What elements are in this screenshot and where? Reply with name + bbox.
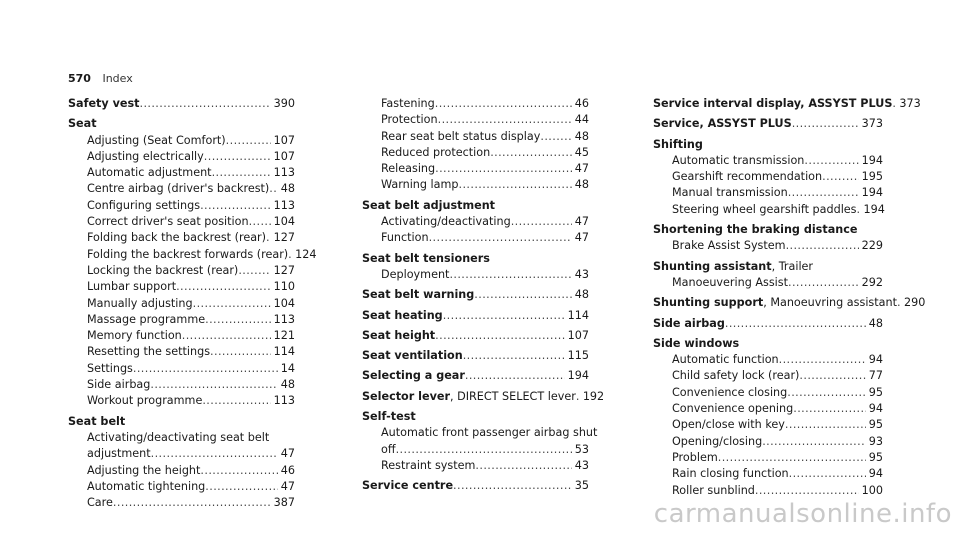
index-term: Resetting the settings [87, 345, 211, 359]
index-page-ref: 194 [861, 153, 883, 167]
index-term: Restraint system [381, 458, 476, 472]
index-heading [362, 247, 589, 267]
dot-leader [787, 385, 866, 401]
index-subentry [362, 112, 589, 128]
index-subentry [653, 169, 883, 185]
dot-leader [200, 198, 271, 214]
index-continuation [653, 275, 883, 291]
index-page-ref: 46 [574, 97, 589, 110]
index-term: Seat belt [68, 414, 126, 428]
index-page-ref: 95 [868, 418, 883, 432]
index-term: Massage programme [87, 312, 206, 326]
index-term: Folding back the backrest (rear) [87, 231, 267, 245]
index-page-ref: 100 [861, 483, 883, 497]
index-term: Selecting a gear [362, 369, 465, 383]
dot-leader [133, 361, 278, 377]
dot-leader [205, 312, 271, 328]
index-page-ref: 229 [861, 239, 883, 253]
index-heading [362, 344, 589, 364]
dot-leader [429, 230, 572, 246]
index-term: Rain closing function [672, 467, 789, 481]
dot-leader [465, 368, 565, 384]
index-page-ref: 194 [863, 202, 885, 216]
dot-leader [459, 177, 572, 193]
dot-leader [449, 267, 571, 283]
index-page-ref: 43 [574, 458, 589, 472]
dot-leader [475, 458, 571, 474]
dot-leader [113, 495, 271, 511]
index-page-ref: 46 [280, 463, 295, 477]
index-subentry [68, 198, 295, 214]
index-subentry [362, 161, 589, 177]
index-subentry [68, 133, 295, 149]
index-subentry [68, 344, 295, 360]
dot-leader [249, 214, 271, 230]
index-page-ref: 110 [273, 280, 295, 294]
dot-leader [438, 112, 572, 128]
index-subentry [68, 263, 295, 279]
dot-leader [762, 434, 866, 450]
index-heading [362, 304, 589, 324]
index-subentry [68, 463, 295, 479]
index-term: Seat height [362, 328, 436, 342]
index-heading [362, 194, 589, 214]
index-heading [362, 283, 589, 303]
index-subentry [653, 153, 883, 169]
index-subentry [68, 149, 295, 165]
index-term: Service centre [362, 479, 454, 493]
index-term: Convenience opening [672, 402, 794, 416]
index-term: Seat belt adjustment [362, 198, 496, 212]
index-term: Open/close with key [672, 418, 785, 432]
index-page-ref: 95 [868, 450, 883, 464]
index-page-ref: 48 [280, 378, 295, 392]
index-page-ref: 127 [273, 231, 295, 245]
index-page-ref: 113 [273, 198, 295, 212]
index-term: Rear seat belt status display [381, 129, 541, 143]
index-term: Side windows [653, 336, 740, 350]
index-page-ref: 387 [273, 496, 295, 510]
index-heading [362, 324, 589, 344]
index-page-ref: 45 [574, 145, 589, 159]
index-subentry [68, 214, 295, 230]
index-page-ref: 113 [273, 312, 295, 326]
index-page-ref: 48 [280, 182, 295, 196]
index-page-ref: 124 [295, 247, 317, 261]
index-subentry [653, 417, 883, 433]
index-heading [653, 255, 883, 275]
index-page-ref: 373 [899, 97, 921, 110]
index-heading [362, 405, 589, 425]
index-page-ref: 94 [868, 467, 883, 481]
dot-leader [226, 133, 271, 149]
index-page-ref: 194 [567, 369, 589, 383]
index-term: Self-test [362, 410, 416, 424]
dot-leader [205, 479, 277, 495]
dot-leader [785, 417, 866, 433]
index-subentry [68, 393, 295, 409]
index-page-ref: 115 [567, 349, 589, 363]
index-term: off [381, 442, 396, 456]
index-page-ref: 107 [273, 133, 295, 147]
page-number: 570 [68, 72, 91, 85]
index-page-ref: 104 [273, 296, 295, 310]
dot-leader [792, 116, 859, 132]
dot-leader [799, 368, 865, 384]
index-page-ref: 107 [567, 328, 589, 342]
index-term: Folding the backrest forwards (rear) [87, 247, 289, 261]
index-page-ref: 373 [861, 117, 883, 131]
index-page-ref: 35 [574, 479, 589, 493]
dot-leader [786, 238, 859, 254]
index-term: Brake Assist System [672, 239, 786, 253]
index-page-ref: 77 [868, 369, 883, 383]
dot-leader [204, 149, 271, 165]
index-page-ref: 48 [868, 316, 883, 330]
dot-leader [779, 352, 866, 368]
index-page-ref: 47 [280, 479, 295, 493]
index-page-ref: 47 [280, 447, 295, 461]
index-term: Workout programme [87, 394, 203, 408]
index-heading [653, 291, 926, 311]
index-term: Side airbag [653, 316, 725, 330]
index-subentry [362, 458, 589, 474]
index-term: Configuring settings [87, 198, 201, 212]
dot-leader [788, 185, 859, 201]
index-term: Gearshift recommendation [672, 170, 823, 184]
page-title: Index [102, 72, 133, 85]
index-term: Manoeuvering Assist [672, 275, 789, 289]
index-heading [653, 218, 883, 238]
index-subentry [653, 401, 883, 417]
index-subentry [653, 368, 883, 384]
index-page-ref: 107 [273, 149, 295, 163]
dot-leader [540, 129, 571, 145]
dot-leader [150, 377, 277, 393]
index-subentry [362, 442, 589, 458]
index-term: Roller sunblind [672, 483, 755, 497]
index-term: Adjusting (Seat Comfort) [87, 133, 226, 147]
index-subentry [653, 238, 883, 254]
index-subentry [68, 247, 317, 263]
index-page-ref: 47 [574, 215, 589, 229]
index-term: Activating/deactivating [381, 215, 511, 229]
index-subentry [362, 214, 589, 230]
dot-leader [474, 287, 571, 303]
index-term: Activating/deactivating seat belt [87, 430, 270, 444]
dot-leader [804, 153, 858, 169]
watermark: carmanualsonline.info [653, 499, 952, 529]
index-term: Reduced protection [381, 145, 491, 159]
index-term: Manual transmission [672, 186, 788, 200]
index-subentry [653, 185, 883, 201]
index-subentry [362, 267, 589, 283]
index-subentry [68, 165, 295, 181]
index-term: Child safety lock (rear) [672, 369, 800, 383]
dot-leader [511, 214, 572, 230]
index-page-ref: 94 [868, 402, 883, 416]
index-page-ref: 192 [582, 389, 605, 403]
dot-leader [269, 181, 277, 197]
index-page-ref: 195 [861, 170, 883, 184]
index-page-ref: 93 [868, 434, 883, 448]
dot-leader [193, 296, 271, 312]
index-column-2 [362, 96, 605, 495]
dot-leader [718, 450, 866, 466]
index-subentry [68, 279, 295, 295]
index-term: Opening/closing [672, 434, 763, 448]
dot-leader [238, 263, 270, 279]
index-heading [653, 332, 883, 352]
index-term: Seat [68, 117, 97, 131]
dot-leader [453, 478, 572, 494]
index-page-ref: 290 [903, 296, 926, 310]
index-page-ref: 114 [273, 345, 295, 359]
dot-leader [725, 316, 866, 332]
index-heading [653, 312, 883, 332]
index-term: Adjusting the height [87, 463, 201, 477]
index-term: Function [381, 231, 429, 245]
index-subentry [362, 129, 589, 145]
index-page-ref: 47 [574, 162, 589, 176]
dot-leader [443, 308, 565, 324]
index-subentry [653, 434, 883, 450]
index-term: Steering wheel gearshift paddles [672, 202, 857, 216]
index-term: Protection [381, 113, 438, 127]
index-heading [362, 364, 589, 384]
index-page-ref: 95 [868, 385, 883, 399]
index-heading [653, 96, 921, 112]
dot-leader [182, 328, 271, 344]
index-term: Fastening [381, 97, 435, 110]
index-page-ref: 194 [861, 186, 883, 200]
dot-leader [210, 344, 271, 360]
index-heading [653, 133, 883, 153]
dot-leader [793, 401, 866, 417]
index-term: Locking the backrest (rear) [87, 263, 239, 277]
index-subentry [653, 450, 883, 466]
dot-leader [435, 328, 564, 344]
index-term: Deployment [381, 267, 450, 281]
index-page-ref: 44 [574, 113, 589, 127]
dot-leader [139, 96, 270, 112]
index-heading [362, 385, 605, 405]
index-term: Warning lamp [381, 178, 459, 192]
index-subentry [653, 385, 883, 401]
index-term: Service, ASSYST PLUS [653, 117, 792, 131]
index-term: Manually adjusting [87, 296, 193, 310]
index-term: Problem [672, 450, 718, 464]
index-term: Selector lever, DIRECT SELECT lever [362, 389, 576, 403]
index-heading [68, 112, 295, 132]
dot-leader [435, 96, 572, 112]
dot-leader [788, 275, 859, 291]
index-subentry [68, 181, 295, 197]
index-subentry [68, 479, 295, 495]
index-subentry [68, 430, 295, 446]
index-heading [362, 474, 589, 494]
index-heading [653, 112, 883, 132]
index-subentry [653, 352, 883, 368]
index-column-3 [653, 96, 926, 499]
index-subentry [362, 177, 589, 193]
index-term: Automatic transmission [672, 153, 805, 167]
index-subentry [362, 425, 598, 441]
index-term: Automatic function [672, 353, 779, 367]
index-subentry [68, 377, 295, 393]
index-term: Automatic tightening [87, 479, 206, 493]
index-subentry [653, 483, 883, 499]
index-term: Service interval display, ASSYST PLUS [653, 97, 893, 110]
index-term: Side airbag [87, 378, 151, 392]
index-page-ref: 390 [273, 97, 295, 110]
index-page-ref: 43 [574, 267, 589, 281]
index-subentry [68, 446, 295, 462]
index-page-ref: 292 [861, 275, 883, 289]
index-term: Safety vest [68, 97, 140, 110]
index-subentry [68, 495, 295, 511]
index-page-ref: 48 [574, 288, 589, 302]
index-term: Automatic front passenger airbag shut [381, 426, 598, 440]
index-subentry [362, 230, 589, 246]
index-column-1 [68, 96, 317, 511]
index-term: Settings [87, 361, 133, 375]
index-term: Correct driver's seat position [87, 215, 249, 229]
index-term: Seat ventilation [362, 349, 463, 363]
index-term: Releasing [381, 162, 436, 176]
index-term: Memory function [87, 329, 182, 343]
dot-leader [200, 463, 277, 479]
index-heading [68, 410, 295, 430]
index-page-ref: 113 [273, 166, 295, 180]
index-page-ref: 114 [567, 308, 589, 322]
dot-leader [755, 483, 859, 499]
index-page-ref: 113 [273, 394, 295, 408]
index-term: Shunting assistant, Trailer [653, 259, 814, 273]
dot-leader [463, 348, 565, 364]
index-term: Seat heating [362, 308, 443, 322]
index-page-ref: 14 [280, 361, 295, 375]
dot-leader [396, 442, 572, 458]
dot-leader [212, 165, 271, 181]
index-page-ref: 121 [273, 329, 295, 343]
index-term: Shortening the braking distance [653, 223, 858, 237]
index-subentry [68, 361, 295, 377]
index-subentry [68, 312, 295, 328]
index-term: Seat belt warning [362, 288, 475, 302]
index-term: Centre airbag (driver's backrest) [87, 182, 270, 196]
index-page-ref: 48 [574, 178, 589, 192]
index-subentry [362, 96, 589, 112]
index-page-ref: 48 [574, 129, 589, 143]
dot-leader [176, 279, 271, 295]
index-term: Adjusting electrically [87, 149, 204, 163]
index-term: Lumbar support [87, 280, 177, 294]
index-page-ref: 127 [273, 263, 295, 277]
index-subentry [653, 202, 883, 218]
index-page-ref: 53 [574, 442, 589, 456]
index-term: Seat belt tensioners [362, 251, 490, 265]
page-header [68, 72, 133, 85]
index-subentry [68, 230, 295, 246]
index-term: Convenience closing [672, 385, 788, 399]
index-subentry [68, 296, 295, 312]
index-term: Care [87, 496, 113, 510]
index-subentry [68, 328, 295, 344]
index-page-ref: 104 [273, 215, 295, 229]
index-term: Shifting [653, 137, 703, 151]
dot-leader [435, 161, 572, 177]
index-term: Automatic adjustment [87, 166, 212, 180]
index-term: adjustment [87, 447, 151, 461]
index-term: Shunting support, Manoeuvring assistant [653, 296, 897, 310]
dot-leader [822, 169, 859, 185]
index-subentry [653, 466, 883, 482]
index-page-ref: 94 [868, 353, 883, 367]
dot-leader [202, 393, 270, 409]
index-heading [68, 96, 295, 112]
index-page-ref: 47 [574, 231, 589, 245]
dot-leader [151, 446, 278, 462]
dot-leader [490, 145, 572, 161]
index-subentry [362, 145, 589, 161]
dot-leader [789, 466, 866, 482]
